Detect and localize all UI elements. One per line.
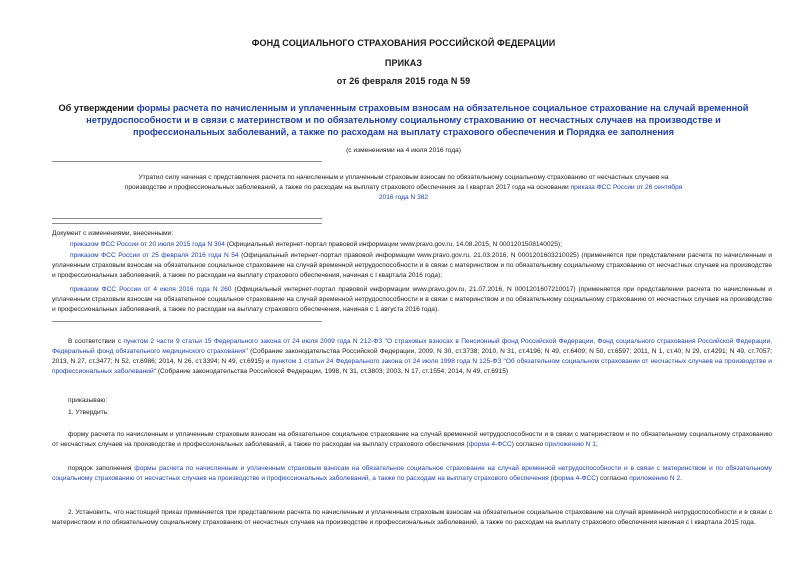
basis-law-212-link[interactable]: пунктом 2 части 9 статьи 15 Федерального закона от 24 июля 2009 года N 212-ФЗ "О страховых взносах в Пенсионный фонд Российской Федерации, Фонд социального страхования Российской Федерации, Федеральный фонд обязательного медицинского страхования" bbox=[52, 338, 772, 355]
order-verb: приказываю: bbox=[68, 397, 108, 404]
form-4fss-link[interactable]: форма 4-ФСС bbox=[468, 441, 512, 448]
document-title bbox=[50, 102, 757, 138]
divider bbox=[52, 218, 322, 219]
repeal-note-text: Утратил силу начиная с представления расчета по начисленным и уплаченным страховым взносам по обязательному социальному страхованию от несчастных случаев на производстве и профессиональных заболеваний, а также по расходам на выплату страхового обеспечения за I квартал 2017 года на основании bbox=[124, 174, 669, 191]
title-prefix: Об утверждении bbox=[58, 103, 137, 113]
org-name: ФОНД СОЦИАЛЬНОГО СТРАХОВАНИЯ РОССИЙСКОЙ ФЕДЕРАЦИИ bbox=[251, 38, 556, 48]
divider bbox=[52, 161, 322, 162]
changes-intro: Документ с изменениями, внесенными: bbox=[52, 230, 174, 237]
repeal-note bbox=[120, 173, 687, 203]
legal-basis: В соответствии с пунктом 2 части 9 статьи 15 Федерального закона от 24 июля 2009 года N 212-ФЗ "О страховых взносах в Пенсионный фонд Российской Федерации, Фонд социального страхования Российской Федерации, Федеральный фонд обязательного медицинского страхования" (Собрание законодательства Российской Федерации, 2009, N 30, ст.3738; 2010, N 31, ст.4196; N 49, ст.6409; N 50, ст.6597; 2011, N 1, ст.40; N 29, ст.4291; N 49, ст.7057; 2013, N 27, ст.3477; N 52, ст.6986; 2014, N 26, ст.3394; N 49, ст.6915) и пунктом 1 статьи 24 Федерального закона от 24 июля 1998 года N 125-ФЗ "Об обязательном социальном страховании от несчастных случаев на производстве и профессиональных заболеваний" (Собрание законодательства Российской Федерации, 1998, N 31, ст.3803; 2003, N 17, ст.1554; 2014, N 49, ст.6915) bbox=[52, 338, 772, 375]
title-form-link[interactable]: формы расчета по начисленным и уплаченным страховым взносам на обязательное социальное страхование на случай временной нетрудоспособности и в связи с материнством и по обязательному социальному страхованию от несчастных случаев на производстве и профессиональных заболеваний, а также по расходам на выплату страхового обеспечения bbox=[86, 103, 749, 137]
change-order-link-1[interactable]: приказом ФСС России от 20 июля 2015 года N 304 bbox=[70, 241, 225, 248]
basis-law-125-link[interactable]: пунктом 1 статьи 24 Федерального закона от 24 июля 1998 года N 125-ФЗ "Об обязательном социальном страховании от несчастных случаев на производстве и профессиональных заболеваний" bbox=[52, 358, 772, 375]
editions-note: (с изменениями на 4 июля 2016 года) bbox=[346, 147, 461, 154]
appendix-2-link[interactable]: приложению N 2 bbox=[629, 475, 681, 482]
change-order-link-2[interactable]: приказом ФСС России от 25 февраля 2016 года N 54 bbox=[70, 252, 239, 259]
appendix-1-link[interactable]: приложению N 1 bbox=[545, 441, 596, 448]
changes-item-3: приказом ФСС России от 4 июля 2016 года N 260 (Официальный интернет-портал правовой информации www.pravo.gov.ru, 21.07.2016, N 0001201607210017) (применяется при представлении расчета по начисленным и уплаченным страховым взносам на обязательное социальное страхование на случай временной нетрудоспособности и в связи с материнством и по обязательному социальному страхованию от несчастных случаев на производстве и профессиональных заболеваний, а также по расходам на выплату страхового обеспечения, начиная с 1 августа 2016 года). bbox=[52, 286, 772, 313]
changes-item-2: приказом ФСС России от 25 февраля 2016 года N 54 (Официальный интернет-портал правовой информации www.pravo.gov.ru, 21.03.2016, N 0001201603210025) (применяется при представлении расчета по начисленным и уплаченным страховым взносам на обязательное социальное страхование на случай временной нетрудоспособности и в связи с материнством и по обязательному социальному страхованию от несчастных случаев на производстве и профессиональных заболеваний, а также по расходам на выплату страхового обеспечения, начиная с I квартала 2016 года); bbox=[52, 252, 772, 279]
approve-form: форму расчета по начисленным и уплаченным страховым взносам на обязательное социальное страхование на случай временной нетрудоспособности и в связи с материнством и по обязательному социальному страхованию от несчастных случаев на производстве и профессиональных заболеваний, а также по расходам на выплату страхового обеспечения (форма 4-ФСС) согласно приложению N 1; bbox=[52, 431, 772, 448]
order-item-1: 1. Утвердить: bbox=[68, 409, 109, 416]
doc-type: ПРИКАЗ bbox=[384, 58, 423, 68]
divider bbox=[52, 321, 322, 322]
divider bbox=[52, 223, 322, 224]
order-item-2: 2. Установить, что настоящий приказ применяется при представлении расчета по начисленным и уплаченным страховым взносам на обязательное социальное страхование на случай временной нетрудоспособности и в связи с материнством и по обязательному социальному страхованию от несчастных случаев на производстве и профессиональных заболеваний, а также по расходам на выплату страхового обеспечения начиная с I квартала 2015 года. bbox=[52, 509, 772, 526]
title-mid: и bbox=[555, 127, 567, 137]
change-order-link-3[interactable]: приказом ФСС России от 4 июля 2016 года N 260 bbox=[70, 286, 232, 293]
doc-date-number: от 26 февраля 2015 года N 59 bbox=[336, 76, 471, 86]
title-procedure-link[interactable]: Порядка ее заполнения bbox=[566, 127, 674, 137]
procedure-form-link[interactable]: формы расчета по начисленным и уплаченным страховым взносам на обязательное социальное страхование на случай временной нетрудоспособности и в связи с материнством и по обязательному социальному страхованию от несчастных случаев на производстве и профессиональных заболеваний, а также по расходам на выплату страхового обеспечения bbox=[52, 465, 772, 482]
repeal-order-link[interactable]: приказа ФСС России от 26 сентября 2016 года N 382 bbox=[378, 184, 683, 201]
form-4fss-link-2[interactable]: форма 4-ФСС bbox=[552, 475, 596, 482]
approve-procedure: порядок заполнения формы расчета по начисленным и уплаченным страховым взносам на обязательное социальное страхование на случай временной нетрудоспособности и в связи с материнством и по обязательному социальному страхованию от несчастных случаев на производстве и профессиональных заболеваний, а также по расходам на выплату страхового обеспечения (форма 4-ФСС) согласно приложению N 2. bbox=[52, 465, 772, 482]
changes-item-1: приказом ФСС России от 20 июля 2015 года N 304 (Официальный интернет-портал правовой информации www.pravo.gov.ru, 14.08.2015, N 0001201508140025); bbox=[70, 241, 562, 248]
